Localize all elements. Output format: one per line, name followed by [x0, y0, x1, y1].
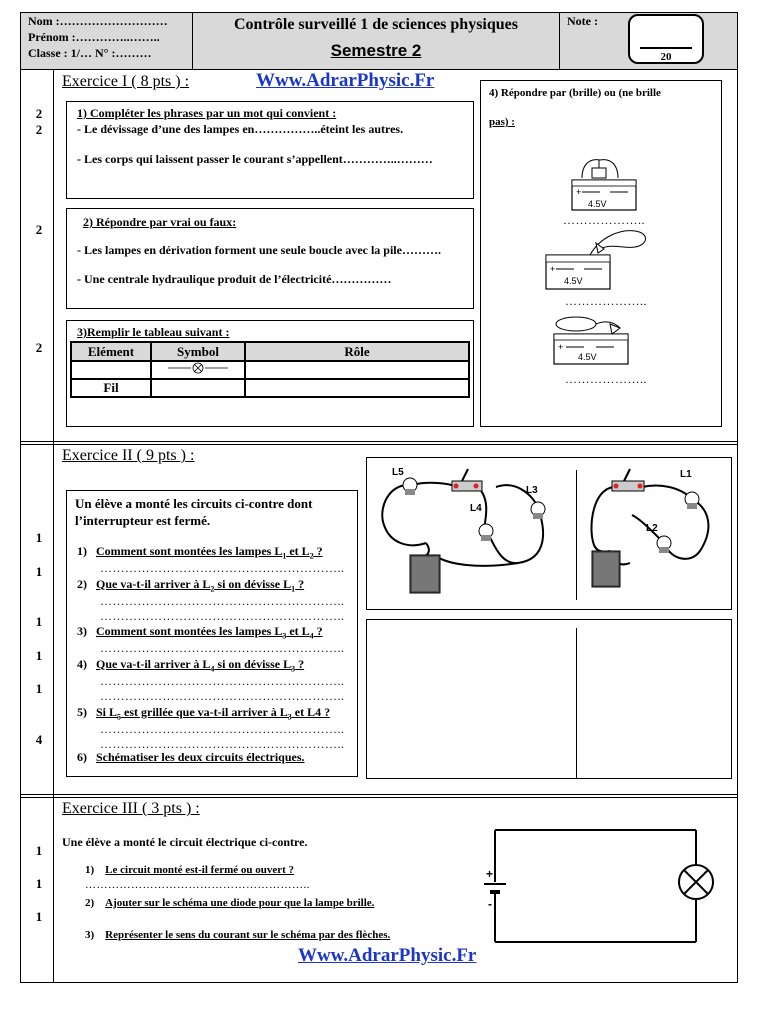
- ex1-q2-line1[interactable]: - Les lampes en dérivation forment une seule boucle avec la pile……….: [77, 243, 441, 257]
- ex2-score-3: 1: [35, 614, 43, 629]
- ex2-title: Exercice II ( 9 pts ) :: [62, 447, 195, 464]
- note-total: 20: [660, 51, 672, 63]
- ex2-score-6: 4: [35, 732, 43, 747]
- lamp-icon: [679, 865, 713, 899]
- ex2-circuits-divider: [576, 470, 577, 600]
- ex1-q4-answer-3[interactable]: ………………..: [565, 372, 647, 386]
- svg-text:L1: L1: [680, 469, 692, 480]
- battery-lamp-drawing-2: [540, 225, 660, 295]
- ex2-q4: 4) Que va-t-il arriver à $L_4$ si on dévisse $L_3$ ?: [77, 657, 305, 674]
- prenom-field[interactable]: Prénom :…………..……..: [28, 30, 160, 44]
- ex2-q3: 3) Comment sont montées les lampes $L_3$ et $L_4$ ?: [77, 624, 323, 641]
- ex3-title: Exercice III ( 3 pts ) :: [62, 800, 200, 817]
- ex2-q4-answer-a[interactable]: …………………………………………………..: [100, 674, 345, 688]
- section-divider-2: [20, 794, 738, 795]
- svg-text:L2: L2: [646, 523, 658, 534]
- lamp-l3-icon: [531, 502, 545, 519]
- ex1-q4-title-a: 4) Répondre par (brille) ou (ne brille: [489, 87, 661, 99]
- svg-text:+: +: [486, 867, 494, 881]
- ex2-score-4: 1: [35, 648, 43, 663]
- semester-label: Semestre 2: [330, 41, 422, 60]
- table-cell-element-fil: Fil: [71, 379, 151, 397]
- ex2-q3-answer[interactable]: …………………………………………………..: [100, 641, 345, 655]
- section-divider-1: [20, 441, 738, 442]
- q-num: 1): [77, 544, 87, 558]
- ex3-q1-answer[interactable]: …………………………………………………..: [85, 879, 310, 891]
- ex1-score-3: 2: [35, 222, 43, 237]
- ex3-q1: 1) Le circuit monté est-il fermé ou ouvert ?: [85, 864, 295, 876]
- table-header-symbol: Symbol: [151, 342, 245, 361]
- lamp-l4-icon: [479, 524, 493, 541]
- svg-text:4.5V: 4.5V: [588, 199, 607, 209]
- ex2-score-1: 1: [35, 530, 43, 545]
- page-title: Contrôle surveillé 1 de sciences physiques: [234, 16, 518, 33]
- ex1-q1-title: 1) Compléter les phrases par un mot qui convient :: [77, 106, 337, 120]
- ex3-circuit-schematic: [478, 826, 718, 948]
- ex1-q4-answer-2[interactable]: ………………..: [565, 294, 647, 308]
- note-score-box[interactable]: [628, 14, 704, 64]
- section-divider-1b: [20, 444, 738, 445]
- note-fraction-line: [640, 47, 692, 49]
- ex2-circuit-right-drawing: [580, 459, 730, 609]
- ex1-score-1: 2: [35, 106, 43, 121]
- table-cell-symbol-2[interactable]: [151, 379, 245, 397]
- ex1-score-4: 2: [35, 340, 43, 355]
- ex1-q2-title: 2) Répondre par vrai ou faux:: [83, 215, 237, 229]
- ex1-q3-table: [70, 341, 470, 398]
- classe-field[interactable]: Classe : 1/… N° :………: [28, 46, 152, 60]
- ex3-score-2: 1: [35, 876, 43, 891]
- lamp-symbol-icon: [163, 362, 233, 374]
- ex3-score-3: 1: [35, 909, 43, 924]
- ex2-schema-divider: [576, 628, 577, 778]
- lamp-l1-icon: [685, 492, 699, 509]
- ex2-q1: [77, 544, 323, 560]
- ex2-q1-answer[interactable]: …………………………………………………..: [100, 561, 345, 575]
- ex1-q4-answer-1[interactable]: ………………..: [563, 213, 645, 227]
- ex3-score-1: 1: [35, 843, 43, 858]
- svg-text:L5: L5: [392, 467, 404, 478]
- ex3-q2: 2) Ajouter sur le schéma une diode pour que la lampe brille.: [85, 897, 375, 909]
- ex2-q2-answer-b[interactable]: …………………………………………………..: [100, 609, 345, 623]
- nom-field[interactable]: Nom :………………………: [28, 14, 168, 28]
- ex1-q2-line2[interactable]: - Une centrale hydraulique produit de l’électricité……………: [77, 272, 392, 286]
- ex3-q3: 3) Représenter le sens du courant sur le schéma par des flèches.: [85, 929, 391, 941]
- ex2-score-5: 1: [35, 681, 43, 696]
- ex2-score-2: 1: [35, 564, 43, 579]
- section-divider-2b: [20, 797, 738, 798]
- table-header-role: Rôle: [245, 342, 469, 361]
- svg-text:+: +: [576, 187, 582, 197]
- table-cell-role-1[interactable]: [245, 361, 469, 379]
- ex3-intro: Une élève a monté le circuit électrique ci-contre.: [62, 835, 308, 849]
- ex2-intro: Un élève a monté les circuits ci-contre dont l’interrupteur est fermé.: [75, 496, 313, 528]
- ex2-q2-answer-a[interactable]: …………………………………………………..: [100, 594, 345, 608]
- svg-text:L4: L4: [470, 503, 482, 514]
- ex2-q5: 5) Si $L_5$ est grillée que va-t-il arriver à $L_3$ et L4 ?: [77, 705, 331, 722]
- table-cell-symbol-lamp: [151, 361, 245, 379]
- ex2-q5-answer-b[interactable]: …………………………………………………..: [100, 737, 345, 751]
- ex1-score-2: 2: [35, 122, 43, 137]
- ex1-q1-line1[interactable]: - Le dévissage d’une des lampes en……………..éteint les autres.: [77, 122, 404, 136]
- ex1-q1-line2[interactable]: - Les corps qui laissent passer le courant s’appellent…………..………: [77, 152, 433, 166]
- note-label: Note :: [567, 14, 598, 28]
- table-cell-element-1[interactable]: [71, 361, 151, 379]
- ex2-q6: 6) Schématiser les deux circuits électriques.: [77, 750, 305, 764]
- svg-text:L3: L3: [526, 485, 538, 496]
- ex2-circuit-left-drawing: [368, 459, 574, 609]
- ex1-q4-title-b: pas) :: [489, 116, 515, 128]
- svg-text:+: +: [558, 342, 564, 352]
- svg-text:4.5V: 4.5V: [564, 276, 583, 286]
- watermark-link-bottom[interactable]: Www.AdrarPhysic.Fr: [298, 945, 477, 966]
- ex2-q5-answer-a[interactable]: …………………………………………………..: [100, 722, 345, 736]
- lamp-l2-icon: [657, 536, 671, 553]
- svg-text:+: +: [550, 264, 556, 274]
- ex1-title: Exercice I ( 8 pts ) :: [62, 73, 190, 90]
- battery-lamp-drawing-3: [548, 312, 648, 372]
- svg-text:-: -: [488, 897, 492, 911]
- watermark-link-top[interactable]: Www.AdrarPhysic.Fr: [256, 70, 435, 91]
- table-header-element: Elément: [71, 342, 151, 361]
- ex2-schema-answer-box[interactable]: [366, 619, 732, 779]
- battery-lamp-drawing-1: [560, 150, 650, 220]
- table-cell-role-2[interactable]: [245, 379, 469, 397]
- ex1-q3-title: 3)Remplir le tableau suivant :: [77, 325, 230, 339]
- svg-text:4.5V: 4.5V: [578, 352, 597, 362]
- score-column-divider: [53, 70, 54, 983]
- lamp-l5-icon: [403, 478, 417, 495]
- ex2-q2: 2) Que va-t-il arriver à $L_2$ si on dévisse $L_1$ ?: [77, 577, 305, 594]
- ex2-q4-answer-b[interactable]: …………………………………………………..: [100, 689, 345, 703]
- q-text: Comment sont montées les lampes $L_1$ et $L_2$ ?: [96, 544, 323, 561]
